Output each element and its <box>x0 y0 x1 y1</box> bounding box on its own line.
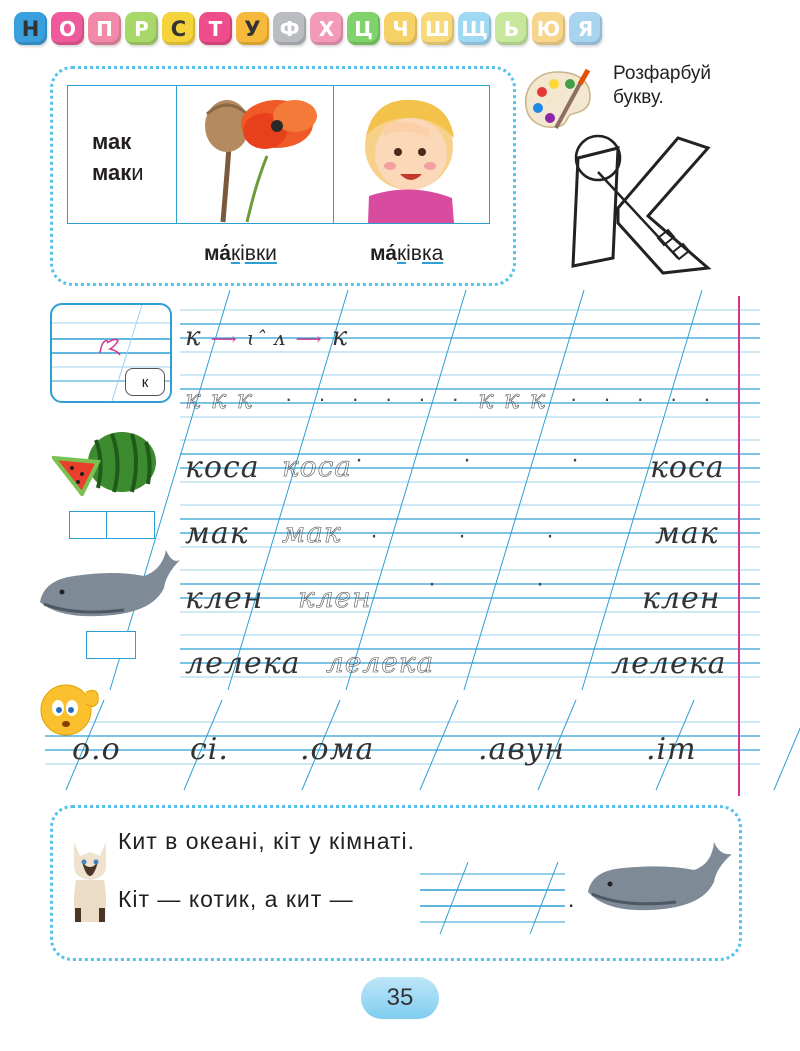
fill-blank-1[interactable]: о.о <box>72 732 121 767</box>
dot-guides: ··· <box>370 522 634 549</box>
alphabet-tile: Щ <box>458 12 491 45</box>
caption-makivky-part: в <box>244 242 256 265</box>
sentence-2: Кіт — котик, а кит — <box>118 886 354 912</box>
word-mak-end: мак <box>655 516 719 551</box>
trace-word-leleka[interactable]: лелека <box>326 646 435 679</box>
fill-blank-5[interactable]: .іт <box>646 732 697 767</box>
alphabet-tile: Ю <box>532 12 565 45</box>
sentence-1: Кит в океані, кіт у кімнаті. <box>118 828 416 854</box>
arrow-icon: ⟶ <box>210 329 238 350</box>
word-leleka: лелека <box>185 646 301 681</box>
stroke-element-icon: ɩˆ ᴧ <box>246 326 287 350</box>
cursive-model-letter: к <box>185 322 202 352</box>
caption-makivka-part: к <box>396 242 407 265</box>
caption-makivky-part: к <box>230 242 241 265</box>
child-saluting-image <box>334 86 489 223</box>
alphabet-tile: Ч <box>384 12 417 45</box>
vocab-table <box>67 85 490 224</box>
fill-blank-4[interactable]: .авун <box>478 732 566 767</box>
trace-word-kosa[interactable]: коса <box>282 450 352 483</box>
alphabet-tile: П <box>88 12 121 45</box>
caption-makivky-part: і <box>240 242 245 265</box>
trace-word-mak[interactable]: мак <box>282 516 342 549</box>
word-mak: мак <box>185 516 249 551</box>
caption-makivka-part: в <box>410 242 422 265</box>
coloring-letter-k[interactable] <box>558 128 728 278</box>
word-kosa: коса <box>185 450 260 485</box>
ruling-line <box>774 700 800 790</box>
alphabet-strip <box>14 12 602 45</box>
alphabet-tile: Ш <box>421 12 454 45</box>
dot-guides: ·· <box>428 570 644 597</box>
ruling-line <box>582 290 702 690</box>
vocab-words <box>68 86 176 188</box>
alphabet-tile: Я <box>569 12 602 45</box>
sentence-2-period: . <box>568 886 576 912</box>
alphabet-tile: Х <box>310 12 343 45</box>
sound-box-2[interactable] <box>106 511 155 539</box>
thinking-smiley-icon <box>38 678 108 738</box>
word-maky-ending: и <box>131 160 144 185</box>
print-letter-card: к <box>125 368 165 396</box>
ruling-line <box>464 290 584 690</box>
word-kosa-end: коса <box>650 450 725 485</box>
cat-image <box>66 832 114 924</box>
caption-makivka-part: ма́ <box>370 242 397 265</box>
word-mak: мак <box>92 129 132 154</box>
caption-makivky <box>204 242 277 266</box>
margin-line <box>738 296 740 796</box>
caption-makivky-part: ма́ <box>204 242 231 265</box>
alphabet-tile: Ь <box>495 12 528 45</box>
dot-guides: ··· <box>355 446 679 473</box>
child-image-cell <box>334 86 489 223</box>
fill-blank-3[interactable]: .ома <box>300 732 375 767</box>
palette-icon <box>520 66 600 136</box>
alphabet-tile: Т <box>199 12 232 45</box>
word-klen-end: клен <box>642 581 721 616</box>
cursive-model-letter: к <box>331 322 349 352</box>
word-maky <box>92 157 176 188</box>
ruling-line <box>346 290 466 690</box>
caption-makivka-part: і <box>406 242 411 265</box>
caption-makivka-part: а <box>431 242 444 265</box>
alphabet-tile: О <box>51 12 84 45</box>
trace-word-klen[interactable]: клен <box>298 581 372 614</box>
word-klen: клен <box>185 581 264 616</box>
alphabet-tile: Ц <box>347 12 380 45</box>
sound-box-1[interactable] <box>69 511 107 539</box>
word-maky-stem: мак <box>92 160 132 185</box>
alphabet-tile: Р <box>125 12 158 45</box>
poppy-image-cell <box>177 86 334 223</box>
vocab-words-cell <box>68 86 177 223</box>
caption-makivka <box>370 242 443 266</box>
alphabet-tile: У <box>236 12 269 45</box>
dot-guides: ······ <box>285 386 485 411</box>
page-number: 35 <box>361 977 439 1019</box>
caption-makivky-part: и <box>265 242 277 265</box>
poppy-image <box>177 86 333 223</box>
trace-letters[interactable]: к к к <box>185 385 254 415</box>
caption-makivka-part: к <box>421 242 432 265</box>
color-hint-text: Розфарбуй букву. <box>613 63 712 108</box>
dot-guides: ····· <box>570 386 737 411</box>
cursive-model-row <box>185 322 348 352</box>
alphabet-tile: Н <box>14 12 47 45</box>
watermelon-image <box>52 428 156 496</box>
whale-image <box>34 540 180 622</box>
word-leleka-end: лелека <box>611 646 727 681</box>
whale-image-small <box>584 836 736 916</box>
alphabet-tile: С <box>162 12 195 45</box>
fill-blank-2[interactable]: сі. <box>190 732 229 767</box>
arrow-icon: ⟶ <box>295 329 323 350</box>
caption-makivky-part: к <box>255 242 266 265</box>
alphabet-tile: Ф <box>273 12 306 45</box>
ruling-line <box>420 700 458 790</box>
trace-letters[interactable]: к к к <box>478 385 547 415</box>
answer-writing-lines[interactable] <box>420 862 570 934</box>
sound-box-3[interactable] <box>86 631 136 659</box>
